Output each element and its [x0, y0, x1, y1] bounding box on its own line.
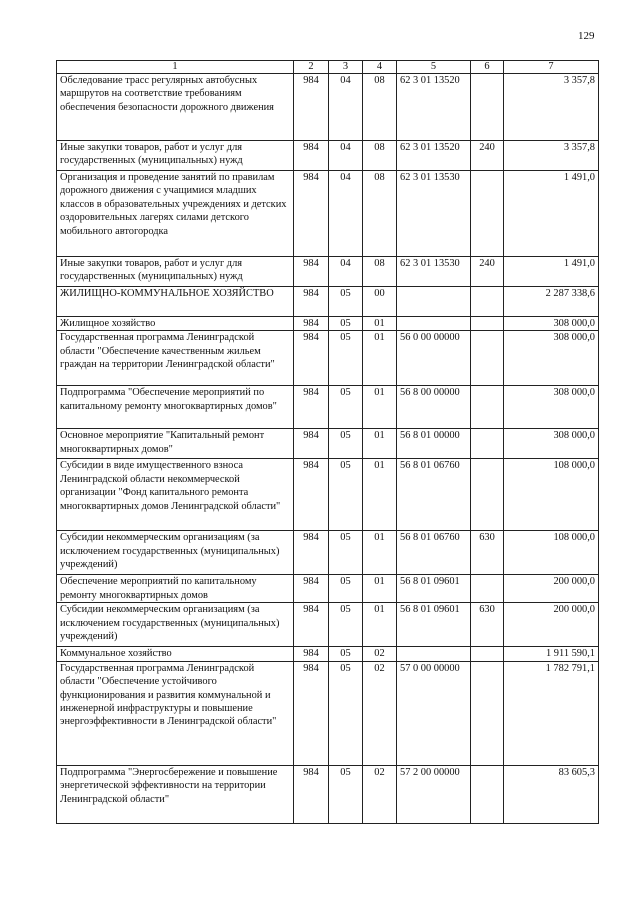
ministry-code: 984	[294, 171, 329, 257]
subsection-code: 01	[363, 531, 397, 575]
table-row	[57, 74, 599, 141]
subsection-code: 01	[363, 317, 397, 331]
amount: 3 357,8	[504, 141, 599, 171]
target-article-code: 56 0 00 00000	[397, 331, 471, 386]
table-row	[57, 429, 599, 459]
section-code: 05	[329, 661, 363, 765]
table-row	[57, 531, 599, 575]
table-row	[57, 287, 599, 317]
amount: 200 000,0	[504, 603, 599, 647]
ministry-code: 984	[294, 765, 329, 823]
subsection-code: 08	[363, 257, 397, 287]
item-name: Субсидии в виде имущественного взноса Ленинградской области некоммерческой организации "Фонд капитального ремонта многоквартирных домов Ленинградской области"	[57, 459, 294, 531]
table-header-row	[57, 61, 599, 74]
column-header: 5	[397, 61, 471, 74]
amount: 308 000,0	[504, 317, 599, 331]
target-article-code	[397, 287, 471, 317]
subsection-code: 01	[363, 429, 397, 459]
section-code: 05	[329, 575, 363, 603]
item-name: Организация и проведение занятий по правилам дорожного движения с учащимися младших классов в образовательных учреждениях и детских оздоровительных лагерях силами детского мобильного автогородка	[57, 171, 294, 257]
section-code: 05	[329, 459, 363, 531]
item-name: Иные закупки товаров, работ и услуг для государственных (муниципальных) нужд	[57, 257, 294, 287]
ministry-code: 984	[294, 429, 329, 459]
expense-type-code	[471, 765, 504, 823]
ministry-code: 984	[294, 331, 329, 386]
target-article-code: 56 8 00 00000	[397, 386, 471, 429]
expense-type-code	[471, 317, 504, 331]
item-name: Иные закупки товаров, работ и услуг для государственных (муниципальных) нужд	[57, 141, 294, 171]
item-name: Обследование трасс регулярных автобусных маршрутов на соответствие требованиям обеспечения безопасности дорожного движения	[57, 74, 294, 141]
target-article-code: 56 8 01 06760	[397, 531, 471, 575]
table-row	[57, 171, 599, 257]
section-code: 04	[329, 257, 363, 287]
expense-type-code: 240	[471, 257, 504, 287]
amount: 83 605,3	[504, 765, 599, 823]
subsection-code: 01	[363, 575, 397, 603]
ministry-code: 984	[294, 257, 329, 287]
amount: 1 911 590,1	[504, 647, 599, 661]
amount: 1 491,0	[504, 257, 599, 287]
expense-type-code: 630	[471, 531, 504, 575]
column-header: 6	[471, 61, 504, 74]
amount: 308 000,0	[504, 386, 599, 429]
item-name: Жилищное хозяйство	[57, 317, 294, 331]
ministry-code: 984	[294, 603, 329, 647]
table-row	[57, 257, 599, 287]
ministry-code: 984	[294, 575, 329, 603]
ministry-code: 984	[294, 531, 329, 575]
subsection-code: 02	[363, 661, 397, 765]
section-code: 04	[329, 141, 363, 171]
ministry-code: 984	[294, 317, 329, 331]
item-name: Коммунальное хозяйство	[57, 647, 294, 661]
subsection-code: 08	[363, 171, 397, 257]
column-header: 4	[363, 61, 397, 74]
section-code: 05	[329, 429, 363, 459]
expense-type-code	[471, 331, 504, 386]
target-article-code: 62 3 01 13520	[397, 141, 471, 171]
column-header: 1	[57, 61, 294, 74]
expense-type-code	[471, 459, 504, 531]
subsection-code: 01	[363, 459, 397, 531]
amount: 308 000,0	[504, 429, 599, 459]
table-row	[57, 765, 599, 823]
subsection-code: 08	[363, 141, 397, 171]
item-name: Основное мероприятие "Капитальный ремонт многоквартирных домов"	[57, 429, 294, 459]
table-row	[57, 603, 599, 647]
ministry-code: 984	[294, 141, 329, 171]
ministry-code: 984	[294, 74, 329, 141]
subsection-code: 01	[363, 331, 397, 386]
expense-type-code	[471, 74, 504, 141]
item-name: Подпрограмма "Энергосбережение и повышение энергетической эффективности на территории Ленинградской области"	[57, 765, 294, 823]
target-article-code	[397, 317, 471, 331]
budget-table	[56, 60, 599, 824]
page-number: 129	[578, 30, 595, 42]
subsection-code: 08	[363, 74, 397, 141]
amount: 200 000,0	[504, 575, 599, 603]
amount: 308 000,0	[504, 331, 599, 386]
subsection-code: 00	[363, 287, 397, 317]
ministry-code: 984	[294, 661, 329, 765]
expense-type-code	[471, 575, 504, 603]
expense-type-code	[471, 386, 504, 429]
item-name: Государственная программа Ленинградской области "Обеспечение качественным жильем граждан на территории Ленинградской области"	[57, 331, 294, 386]
section-code: 05	[329, 386, 363, 429]
subsection-code: 02	[363, 765, 397, 823]
amount: 1 782 791,1	[504, 661, 599, 765]
ministry-code: 984	[294, 647, 329, 661]
section-code: 05	[329, 287, 363, 317]
item-name: ЖИЛИЩНО-КОММУНАЛЬНОЕ ХОЗЯЙСТВО	[57, 287, 294, 317]
column-header: 3	[329, 61, 363, 74]
item-name: Государственная программа Ленинградской области "Обеспечение устойчивого функционирования и развития коммунальной и инженерной инфраструктуры и повышение энергоэффективности в Ленинградской области"	[57, 661, 294, 765]
target-article-code: 57 2 00 00000	[397, 765, 471, 823]
amount: 108 000,0	[504, 459, 599, 531]
table-row	[57, 459, 599, 531]
target-article-code: 56 8 01 00000	[397, 429, 471, 459]
target-article-code: 56 8 01 06760	[397, 459, 471, 531]
target-article-code: 56 8 01 09601	[397, 603, 471, 647]
column-header: 2	[294, 61, 329, 74]
ministry-code: 984	[294, 459, 329, 531]
expense-type-code	[471, 661, 504, 765]
target-article-code: 56 8 01 09601	[397, 575, 471, 603]
expense-type-code	[471, 171, 504, 257]
table-row	[57, 575, 599, 603]
ministry-code: 984	[294, 386, 329, 429]
target-article-code: 62 3 01 13530	[397, 257, 471, 287]
subsection-code: 01	[363, 386, 397, 429]
expense-type-code	[471, 429, 504, 459]
amount: 2 287 338,6	[504, 287, 599, 317]
section-code: 05	[329, 647, 363, 661]
amount: 1 491,0	[504, 171, 599, 257]
expense-type-code	[471, 287, 504, 317]
item-name: Субсидии некоммерческим организациям (за исключением государственных (муниципальных) учреждений)	[57, 603, 294, 647]
amount: 3 357,8	[504, 74, 599, 141]
section-code: 05	[329, 531, 363, 575]
target-article-code: 62 3 01 13530	[397, 171, 471, 257]
target-article-code: 57 0 00 00000	[397, 661, 471, 765]
table-row	[57, 141, 599, 171]
table-row	[57, 331, 599, 386]
target-article-code: 62 3 01 13520	[397, 74, 471, 141]
ministry-code: 984	[294, 287, 329, 317]
section-code: 05	[329, 765, 363, 823]
expense-type-code: 630	[471, 603, 504, 647]
table-row	[57, 661, 599, 765]
target-article-code	[397, 647, 471, 661]
column-header: 7	[504, 61, 599, 74]
section-code: 05	[329, 331, 363, 386]
item-name: Обеспечение мероприятий по капитальному ремонту многоквартирных домов	[57, 575, 294, 603]
table-row	[57, 647, 599, 661]
section-code: 04	[329, 171, 363, 257]
section-code: 05	[329, 603, 363, 647]
expense-type-code	[471, 647, 504, 661]
section-code: 04	[329, 74, 363, 141]
amount: 108 000,0	[504, 531, 599, 575]
subsection-code: 02	[363, 647, 397, 661]
section-code: 05	[329, 317, 363, 331]
table-row	[57, 386, 599, 429]
item-name: Субсидии некоммерческим организациям (за исключением государственных (муниципальных) учреждений)	[57, 531, 294, 575]
subsection-code: 01	[363, 603, 397, 647]
table-row	[57, 317, 599, 331]
item-name: Подпрограмма "Обеспечение мероприятий по капитальному ремонту многоквартирных домов"	[57, 386, 294, 429]
expense-type-code: 240	[471, 141, 504, 171]
